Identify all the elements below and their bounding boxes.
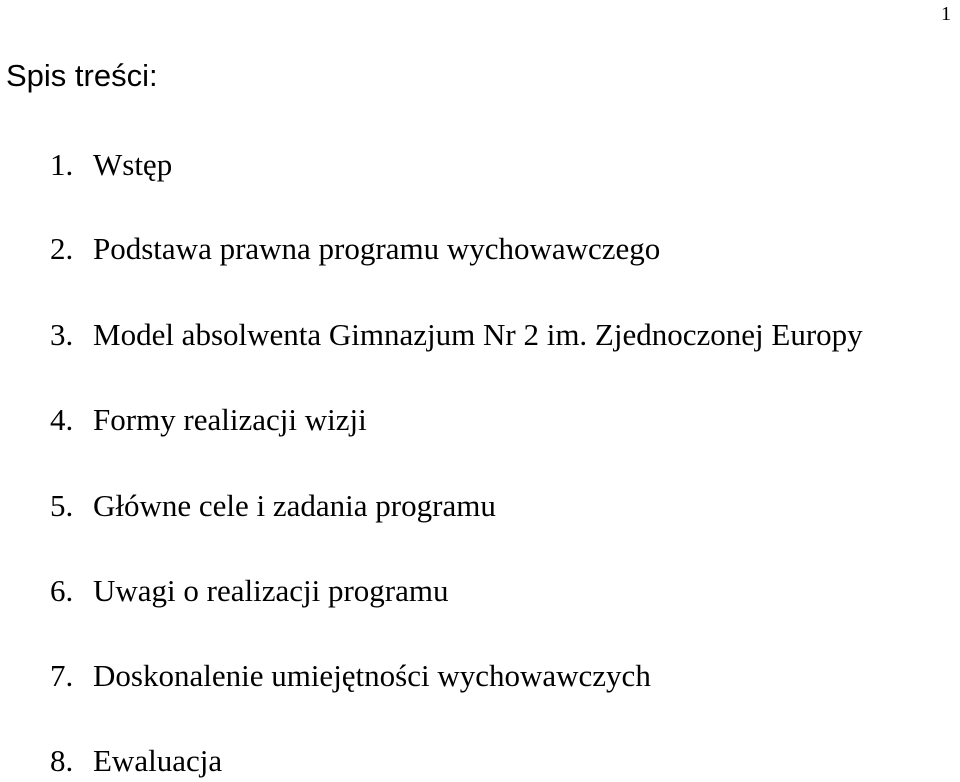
toc-item-number: 3. (50, 317, 74, 352)
toc-item-introduction (50, 145, 172, 185)
toc-item-number: 2. (50, 231, 74, 266)
toc-item-text: Główne cele i zadania programu (93, 488, 496, 523)
toc-item-number: 5. (50, 488, 74, 523)
toc-item-evaluation (50, 741, 222, 781)
page-number: 1 (941, 3, 951, 25)
toc-item-text: Model absolwenta Gimnazjum Nr 2 im. Zjednoczonej Europy (93, 317, 863, 352)
toc-item-implementation-forms (50, 400, 367, 440)
toc-title: Spis treści: (6, 58, 158, 93)
toc-item-number: 8. (50, 743, 74, 778)
toc-item-graduate-model (50, 315, 863, 355)
toc-item-legal-basis (50, 229, 660, 269)
toc-item-number: 7. (50, 658, 74, 693)
toc-item-text: Wstęp (93, 147, 173, 182)
toc-item-text: Ewaluacja (93, 743, 223, 778)
toc-item-text: Doskonalenie umiejętności wychowawczych (93, 658, 651, 693)
toc-item-number: 6. (50, 573, 74, 608)
toc-item-text: Formy realizacji wizji (93, 402, 367, 437)
toc-item-text: Podstawa prawna programu wychowawczego (93, 231, 661, 266)
toc-item-number: 4. (50, 402, 74, 437)
toc-item-text: Uwagi o realizacji programu (93, 573, 449, 608)
toc-item-skills-development (50, 656, 651, 696)
toc-item-number: 1. (50, 147, 74, 182)
toc-item-implementation-notes (50, 571, 449, 611)
toc-item-main-goals (50, 486, 496, 526)
